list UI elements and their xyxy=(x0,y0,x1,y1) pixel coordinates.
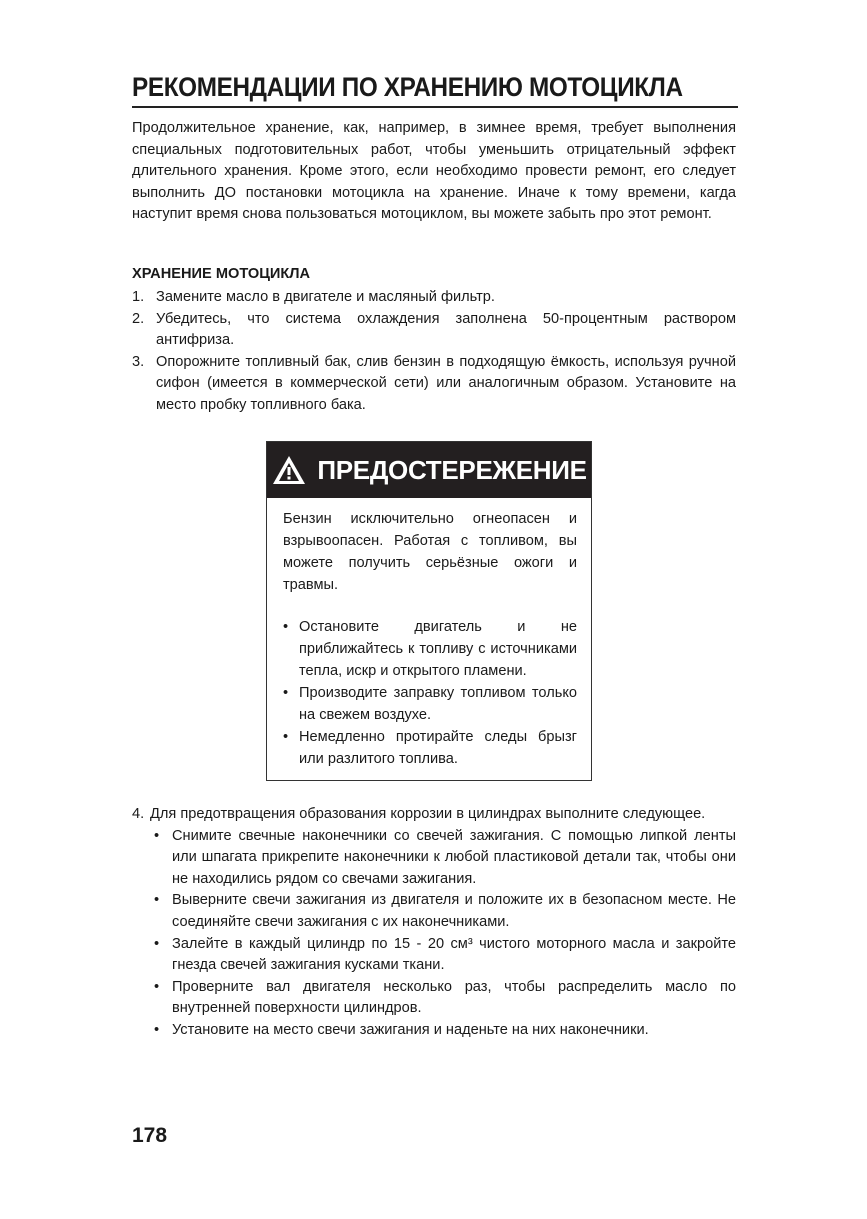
warning-triangle-icon xyxy=(271,454,307,486)
step-number: 4. xyxy=(132,806,145,822)
step-4-item xyxy=(132,890,736,933)
step-number: 3. xyxy=(132,353,145,370)
step-text: Для предотвращения образования коррозии в цилиндрах выполните следующее. xyxy=(150,806,706,822)
step-4-item-text: Выверните свечи зажигания из двигателя и положите их в безопасном месте. Не соединяйте свечи зажигания с их наконечниками. xyxy=(172,892,736,930)
warning-list xyxy=(283,616,577,770)
step-number: 2. xyxy=(132,310,145,327)
storage-heading: ХРАНЕНИЕ МОТОЦИКЛА xyxy=(132,266,311,282)
step-4-item xyxy=(132,1020,736,1042)
storage-step xyxy=(132,309,736,352)
bullet-icon: • xyxy=(283,685,289,701)
warning-header xyxy=(267,442,591,498)
bullet-icon: • xyxy=(154,827,160,844)
step-text: Убедитесь, что система охлаждения заполнена 50-процентным раствором антифриза. xyxy=(156,310,736,349)
warning-item-text: Немедленно протирайте следы брызг или разлитого топлива. xyxy=(299,729,577,767)
step-4-lead xyxy=(132,804,736,826)
storage-step xyxy=(132,287,736,309)
step-4-list xyxy=(132,826,736,1042)
warning-item xyxy=(283,726,577,770)
storage-step xyxy=(132,352,736,417)
page-title: РЕКОМЕНДАЦИИ ПО ХРАНЕНИЮ МОТОЦИКЛА xyxy=(132,72,683,102)
step-4 xyxy=(132,804,736,1042)
step-4-item-text: Проверните вал двигателя несколько раз, чтобы распределить масло по внутренней поверхности цилиндров. xyxy=(172,978,736,1017)
bullet-icon: • xyxy=(154,1021,160,1038)
warning-box xyxy=(266,441,592,781)
step-4-item xyxy=(132,934,736,977)
step-4-item-text: Залейте в каждый цилиндр по 15 - 20 см³ чистого моторного масла и закройте гнезда свечей зажигания кусками ткани. xyxy=(172,935,736,974)
warning-item-text: Остановите двигатель и не приближайтесь к топливу с источниками тепла, искр и открытого пламени. xyxy=(299,619,577,679)
warning-intro: Бензин исключительно огнеопасен и взрывоопасен. Работая с топливом, вы можете получить серьёзные ожоги и травмы. xyxy=(283,511,577,593)
bullet-icon: • xyxy=(154,892,160,909)
bullet-icon: • xyxy=(154,978,160,995)
step-4-item-text: Снимите свечные наконечники со свечей зажигания. С помощью липкой ленты или шпагата прикрепите наконечники к любой пластиковой детали так, чтобы они не находились рядом со свечами зажигания. xyxy=(172,827,736,887)
step-4-item xyxy=(132,826,736,891)
step-4-item xyxy=(132,977,736,1020)
page-number: 178 xyxy=(132,1124,168,1147)
title-divider xyxy=(132,106,738,108)
warning-body xyxy=(267,498,591,770)
warning-item xyxy=(283,682,577,726)
step-text: Замените масло в двигателе и масляный фильтр. xyxy=(156,289,495,305)
bullet-icon: • xyxy=(283,729,289,745)
bullet-icon: • xyxy=(283,619,289,635)
warning-title: ПРЕДОСТЕРЕЖЕНИЕ xyxy=(317,454,587,485)
step-number: 1. xyxy=(132,289,145,305)
step-text: Опорожните топливный бак, слив бензин в подходящую ёмкость, используя ручной сифон (имеется в коммерческой сети) или аналогичным образом. Установите на место пробку топливного бака. xyxy=(156,353,736,413)
bullet-icon: • xyxy=(154,935,160,952)
warning-item-text: Производите заправку топливом только на свежем воздухе. xyxy=(299,685,577,723)
intro-paragraph: Продолжительное хранение, как, например, в зимнее время, требует выполнения специальных подготовительных работ, чтобы уменьшить отрицательный эффект длительного хранения. Кроме этого, если необходимо провести ремонт, его следует выполнить ДО постановки мотоцикла на хранение. Иначе к тому времени, кагда наступит время снова пользоваться мотоциклом, вы можете забыть про этот ремонт. xyxy=(132,120,736,223)
storage-steps xyxy=(132,287,736,417)
warning-item xyxy=(283,616,577,682)
step-4-item-text: Установите на место свечи зажигания и наденьте на них наконечники. xyxy=(172,1021,649,1038)
